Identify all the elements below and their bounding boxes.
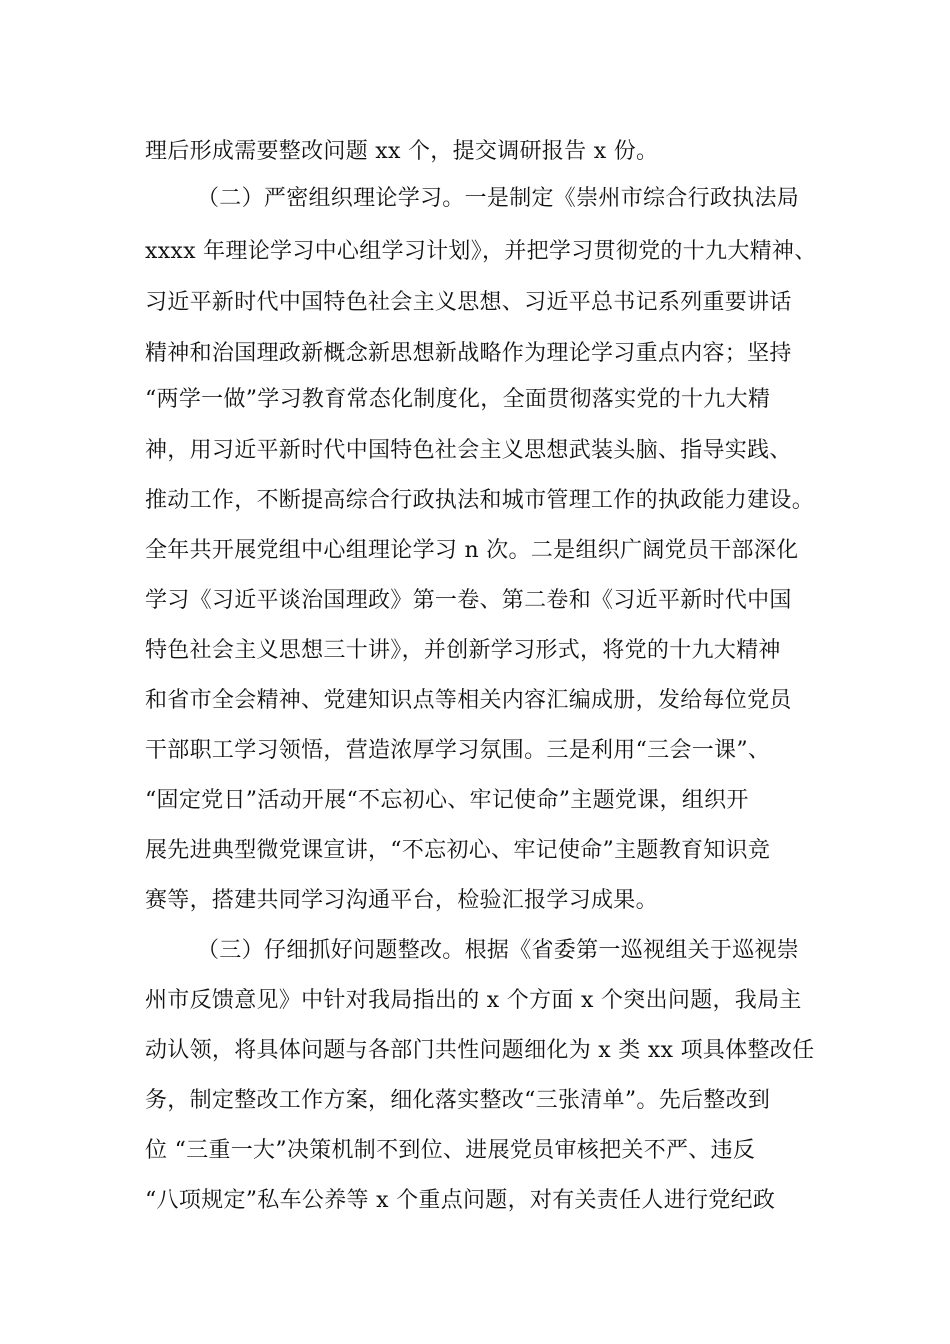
text-line-18: 州市反馈意见》中针对我局指出的 x 个方面 x 个突出问题，我局主 [145,988,802,1013]
text-line-2: （二）严密组织理论学习。一是制定《崇州市综合行政执法局 [197,186,800,211]
text-line-3: xxxx 年理论学习中心组学习计划》，并把学习贯彻党的十九大精神、 [145,239,817,264]
text-line-13: 干部职工学习领悟，营造浓厚学习氛围。三是利用“三会一课”、 [145,738,771,763]
text-line-9: 全年共开展党组中心组理论学习 n 次。二是组织广阔党员干部深化 [145,538,799,563]
text-line-1: 理后形成需要整改问题 xx 个，提交调研报告 x 份。 [145,139,659,164]
text-line-8: 推动工作，不断提高综合行政执法和城市管理工作的执政能力建设。 [145,488,815,513]
text-line-12: 和省市全会精神、党建知识点等相关内容汇编成册，发给每位党员 [145,688,792,713]
text-line-22: “八项规定”私车公养等 x 个重点问题，对有关责任人进行党纪政 [145,1188,776,1213]
text-line-7: 神，用习近平新时代中国特色社会主义思想武装头脑、指导实践、 [145,438,792,463]
text-line-14: “固定党日”活动开展“不忘初心、牢记使命”主题党课，组织开 [145,788,749,813]
text-line-19: 动认领，将具体问题与各部门共性问题细化为 x 类 xx 项具体整改任 [145,1038,815,1063]
text-line-11: 特色社会主义思想三十讲》，并创新学习形式，将党的十九大精神 [145,638,781,663]
text-line-10: 学习《习近平谈治国理政》第一卷、第二卷和《习近平新时代中国 [145,588,792,613]
text-line-5: 精神和治国理政新概念新思想新战略作为理论学习重点内容；坚持 [145,341,792,366]
text-line-17: （三）仔细抓好问题整改。根据《省委第一巡视组关于巡视崇 [197,938,800,963]
text-line-20: 务，制定整改工作方案，细化落实整改“三张清单”。先后整改到 [145,1088,771,1113]
text-line-4: 习近平新时代中国特色社会主义思想、习近平总书记系列重要讲话 [145,290,792,315]
text-line-21: 位 “三重一大”决策机制不到位、进展党员审核把关不严、违反 [145,1138,756,1163]
text-line-6: “两学一做”学习教育常态化制度化，全面贯彻落实党的十九大精 [145,387,771,412]
text-line-15: 展先进典型微党课宣讲，“不忘初心、牢记使命”主题教育知识竞 [145,838,771,863]
text-line-16: 赛等，搭建共同学习沟通平台，检验汇报学习成果。 [145,888,658,913]
